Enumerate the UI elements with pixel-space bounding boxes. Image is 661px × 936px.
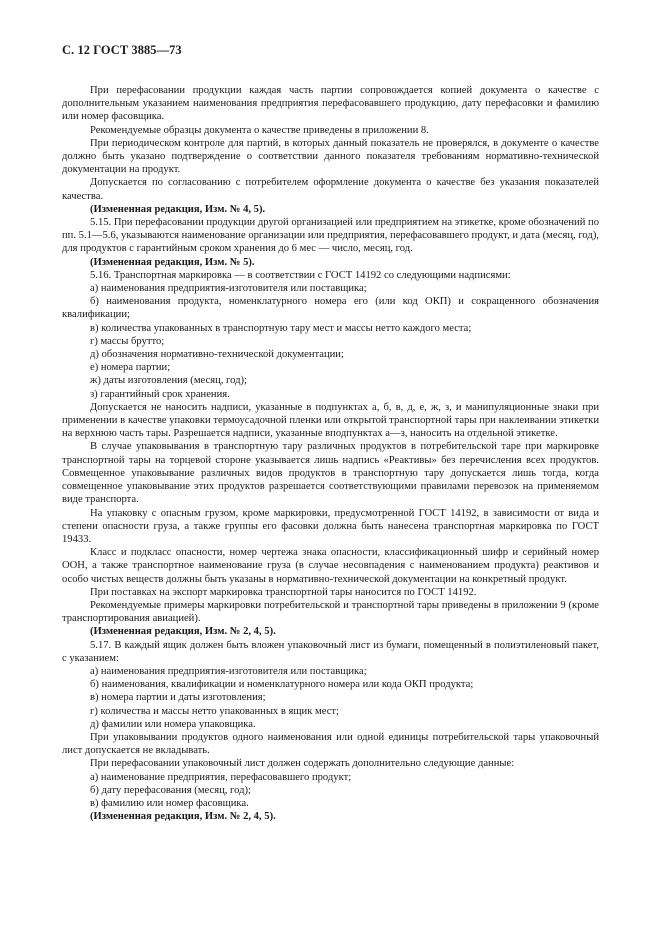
paragraph: На упаковку с опасным грузом, кроме маркировки, предусмотренной ГОСТ 14192, в зависимости от вида и степени опасности груза, а также группы его фасовки должна быть нанесена транспортная маркировка по ГОСТ 19433. <box>62 507 599 545</box>
list-item: д) фамилии или номера упаковщика. <box>90 718 256 730</box>
clause-5-17: 5.17. В каждый ящик должен быть вложен упаковочный лист из бумаги, помещенный в полиэтиленовый пакет, с указанием: <box>62 639 599 664</box>
paragraph: Рекомендуемые примеры маркировки потребительской и транспортной тары приведены в приложении 9 (кроме транспортирования авиацией). <box>62 599 599 625</box>
list-item: а) наименование предприятия, перефасовавшего продукт; <box>90 771 352 783</box>
page-header: С. 12 ГОСТ 3885—73 <box>62 43 182 57</box>
list-item: б) наименования продукта, номенклатурного номера его (или код ОКП) и сокращенного обозначения квалификации; <box>62 296 599 321</box>
list-item: г) массы брутто; <box>90 335 165 347</box>
list-item: б) наименования, квалификации и номенклатурного номера или кода ОКП продукта; <box>90 679 474 691</box>
list-item: з) гарантийный срок хранения. <box>90 388 230 400</box>
paragraph: Допускается по согласованию с потребителем оформление документа о качестве без указания показателей качества. <box>62 177 599 202</box>
paragraph: При периодическом контроле для партий, в которых данный показатель не проверялся, в документе о качестве должно быть указано подтверждение о соответствии данного показателя требованиям нормативно-технической документации на продукт. <box>62 137 599 176</box>
paragraph: При упаковывании продуктов одного наименования или одной единицы потребительской тары упаковочный лист допускается не вкладывать. <box>62 731 599 757</box>
amendment-note: (Измененная редакция, Изм. № 4, 5). <box>90 203 266 215</box>
list-item: в) номера партии и даты изготовления; <box>90 692 266 704</box>
paragraph: Допускается не наносить надписи, указанные в подпунктах а, б, в, д, е, ж, з, и манипуляционные знаки при применении в качестве упаковки термоусадочной пленки или открытой транспортной тары при наклеивании этикетки на верхнюю часть тары. Разрешается надписи, указанные вподпунктах а—з, наносить на отдельной этикетке. <box>62 401 599 440</box>
list-item: б) дату перефасования (месяц, год); <box>90 784 251 796</box>
paragraph: При перефасовании продукции каждая часть партии сопровождается копией документа о качестве с дополнительным указанием наименования предприятия перефасовавшего продукцию, дату перефасовки и фамилию или номер фасовщика. <box>62 85 599 123</box>
list-item: в) фамилию или номер фасовщика. <box>90 797 249 809</box>
amendment-note: (Измененная редакция, Изм. № 5). <box>90 256 255 268</box>
paragraph: При перефасовании упаковочный лист должен содержать дополнительно следующие данные: <box>90 758 515 770</box>
paragraph: При поставках на экспорт маркировка транспортной тары наносится по ГОСТ 14192. <box>90 586 477 598</box>
paragraph: Класс и подкласс опасности, номер чертежа знака опасности, классификационный шифр и серийный номер ООН, а также транспортное наименование груза (в случае несовпадения с наименованием продукта) реактивов и особо чистых веществ должны быть указаны в нормативно-технической документации на конкретный продукт. <box>62 547 599 585</box>
list-item: ж) даты изготовления (месяц, год); <box>90 375 247 387</box>
clause-5-16: 5.16. Транспортная маркировка — в соответствии с ГОСТ 14192 со следующими надписями: <box>90 269 511 281</box>
clause-5-15: 5.15. При перефасовании продукции другой организацией или предприятием на этикетке, кроме обозначений по пп. 5.1—5.6, указываются наименование организации или предприятия, перефасовавшего продукт, и дата (месяц, год), для продуктов с гарантийным сроком хранения до 6 мес — число, месяц, год. <box>62 217 599 255</box>
list-item: е) номера партии; <box>90 362 171 374</box>
list-item: д) обозначения нормативно-технической документации; <box>90 349 344 361</box>
document-body <box>62 84 599 823</box>
paragraph: В случае упаковывания в транспортную тару различных продуктов в потребительской таре при маркировке транспортной тары на торцевой стороне указывается лишь надпись «Реактивы» без перечисления всех продуктов. Совмещенное упаковывание различных видов продуктов в транспортную тару допускается лишь тогда, когда совмещенное упаковывание этих продуктов разрешается соответствующими правилами перевозок на применяемом виде транспорта. <box>62 441 599 506</box>
list-item: а) наименования предприятия-изготовителя или поставщика; <box>90 283 367 295</box>
amendment-note: (Измененная редакция, Изм. № 2, 4, 5). <box>90 626 276 638</box>
list-item: а) наименования предприятия-изготовителя или поставщика; <box>90 665 367 677</box>
list-item: в) количества упакованных в транспортную тару мест и массы нетто каждого места; <box>90 322 472 334</box>
amendment-note: (Измененная редакция, Изм. № 2, 4, 5). <box>90 811 276 823</box>
paragraph: Рекомендуемые образцы документа о качестве приведены в приложении 8. <box>90 124 429 136</box>
list-item: г) количества и массы нетто упакованных в ящик мест; <box>90 705 339 717</box>
